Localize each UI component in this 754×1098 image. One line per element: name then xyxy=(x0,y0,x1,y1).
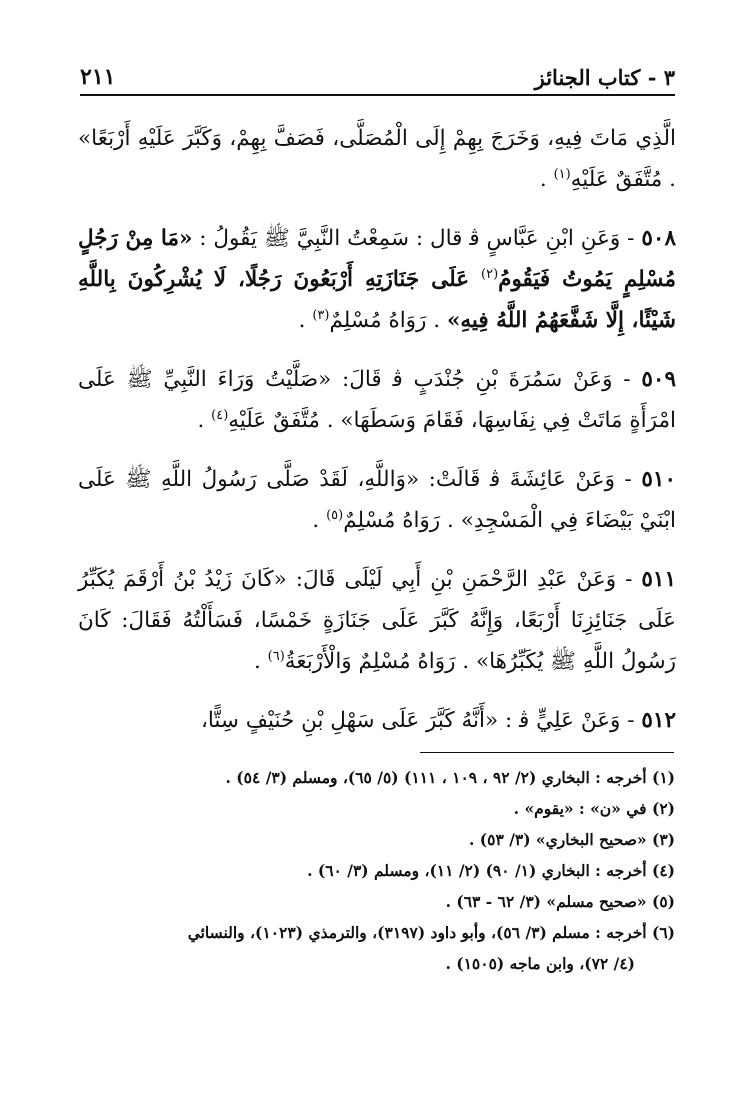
paragraph-continuation xyxy=(78,118,676,200)
paragraph-text: - وَعَنِ ابْنِ عَبَّاسٍ ﭬ قال : سَمِعْتُ النَّبِيَّ ﷺ يَقُولُ : xyxy=(192,226,642,251)
hadith-510 xyxy=(78,459,676,541)
footnote-ref: (٦) xyxy=(267,648,285,664)
hadith-number: ٥١٠ xyxy=(641,467,676,492)
footnote-ref: (٥) xyxy=(326,507,344,523)
footnote-1: (١) أخرجه : البخاري (٢/ ٩٢ ، ١٠٩ ، ١١١) (٥/ ٦٥)، ومسلم (٣/ ٥٤) . xyxy=(225,768,675,787)
footnote-6-continuation: (٤/ ٧٢)، وابن ماجه (١٥٠٥) . xyxy=(445,954,635,973)
footnotes xyxy=(80,762,675,979)
paragraph-text-end: . xyxy=(253,649,268,674)
footnote-separator xyxy=(420,752,674,753)
hadith-508 xyxy=(78,218,676,341)
hadith-number: ٥٠٩ xyxy=(641,367,676,392)
chapter-title: ٣ - كتاب الجنائز xyxy=(534,65,675,90)
footnote-ref: (٣) xyxy=(312,307,330,323)
footnote-2: (٢) في «ن» : «يقوم» . xyxy=(513,799,675,818)
paragraph-text-end: . xyxy=(312,508,327,533)
hadith-quote: «مَا مِنْ رَجُلٍ مُسْلِمٍ يَمُوتُ فَيَقُومُ xyxy=(78,226,676,292)
page-number: ٢١١ xyxy=(80,64,116,90)
hadith-509 xyxy=(78,359,676,441)
footnote-5: (٥) «صحيح مسلم» (٣/ ٦٢ - ٦٣) . xyxy=(445,892,675,911)
paragraph-text: - وَعَنْ عَلِيٍّ ﭬ : «أَنَّهُ كَبَّرَ عَلَى سَهْلِ بْنِ حُنَيْفٍ سِتًّا، xyxy=(200,708,642,733)
hadith-511 xyxy=(78,559,676,682)
footnote-ref: (١) xyxy=(553,166,571,182)
footnote-6: (٦) أخرجه : مسلم (٣/ ٥٦)، وأبو داود (٣١٩٧)، والترمذي (١٠٢٣)، والنسائي xyxy=(187,923,675,942)
paragraph-text: - وَعَنْ سَمُرَةَ بْنِ جُنْدَبٍ ﭬ قَالَ: «صَلَّيْتُ وَرَاءَ النَّبِيِّ ﷺ عَلَى امْرَأَةٍ مَاتَتْ فِي نِفَاسِهَا، فَقَامَ وَسَطَهَا» . مُتَّفَقٌ عَلَيْهِ xyxy=(78,367,676,433)
hadith-number: ٥٠٨ xyxy=(641,226,676,251)
footnote-ref: (٢) xyxy=(481,266,499,282)
main-text xyxy=(78,118,676,759)
paragraph-text: - وَعَنْ عَبْدِ الرَّحْمَنِ بْنِ أَبِي لَيْلَى قَالَ: «كَانَ زَيْدُ بْنُ أَرْقَمَ يُكَبِّرُ عَلَى جَنَائِزِنَا أَرْبَعًا، وَإِنَّهُ كَبَّرَ عَلَى جَنَازَةٍ خَمْسًا، فَسَأَلْتُهُ فَقَالَ: كَانَ رَسُولُ اللَّهِ ﷺ يُكَبِّرُهَا» . رَوَاهُ مُسْلِمٌ وَالْأَرْبَعَةُ xyxy=(78,567,676,674)
paragraph-text-end: . xyxy=(539,167,554,192)
footnote-3: (٣) «صحيح البخاري» (٣/ ٥٣) . xyxy=(469,830,675,849)
page-header xyxy=(80,62,675,96)
hadith-quote-cont: عَلَى جَنَازَتِهِ أَرْبَعُونَ رَجُلًا، لَا يُشْرِكُونَ بِاللَّهِ شَيْئًا، إِلَّا شَفَّعَهُمُ اللَّهُ فِيهِ» xyxy=(78,267,676,333)
footnote-4: (٤) أخرجه : البخاري (١/ ٩٠) (٢/ ١١)، ومسلم (٣/ ٦٠) . xyxy=(307,861,675,880)
paragraph-text-end: . رَوَاهُ مُسْلِمٌ xyxy=(329,308,447,333)
paragraph-text-end: . xyxy=(298,308,313,333)
paragraph-text-end: . xyxy=(197,408,212,433)
hadith-number: ٥١١ xyxy=(641,567,676,592)
paragraph-text: الَّذِي مَاتَ فِيهِ، وَخَرَجَ بِهِمْ إِلَى الْمُصَلَّى، فَصَفَّ بِهِمْ، وَكَبَّرَ عَلَيْهِ أَرْبَعًا» . مُتَّفَقٌ عَلَيْهِ xyxy=(78,126,676,192)
hadith-512 xyxy=(78,700,676,741)
paragraph-text: - وَعَنْ عَائِشَةَ ﭬ قَالَتْ: «وَاللَّهِ، لَقَدْ صَلَّى رَسُولُ اللَّهِ ﷺ عَلَى ابْنَيْ بَيْضَاءَ فِي الْمَسْجِدِ» . رَوَاهُ مُسْلِمٌ xyxy=(78,467,676,533)
hadith-number: ٥١٢ xyxy=(641,708,676,733)
footnote-ref: (٤) xyxy=(211,407,229,423)
